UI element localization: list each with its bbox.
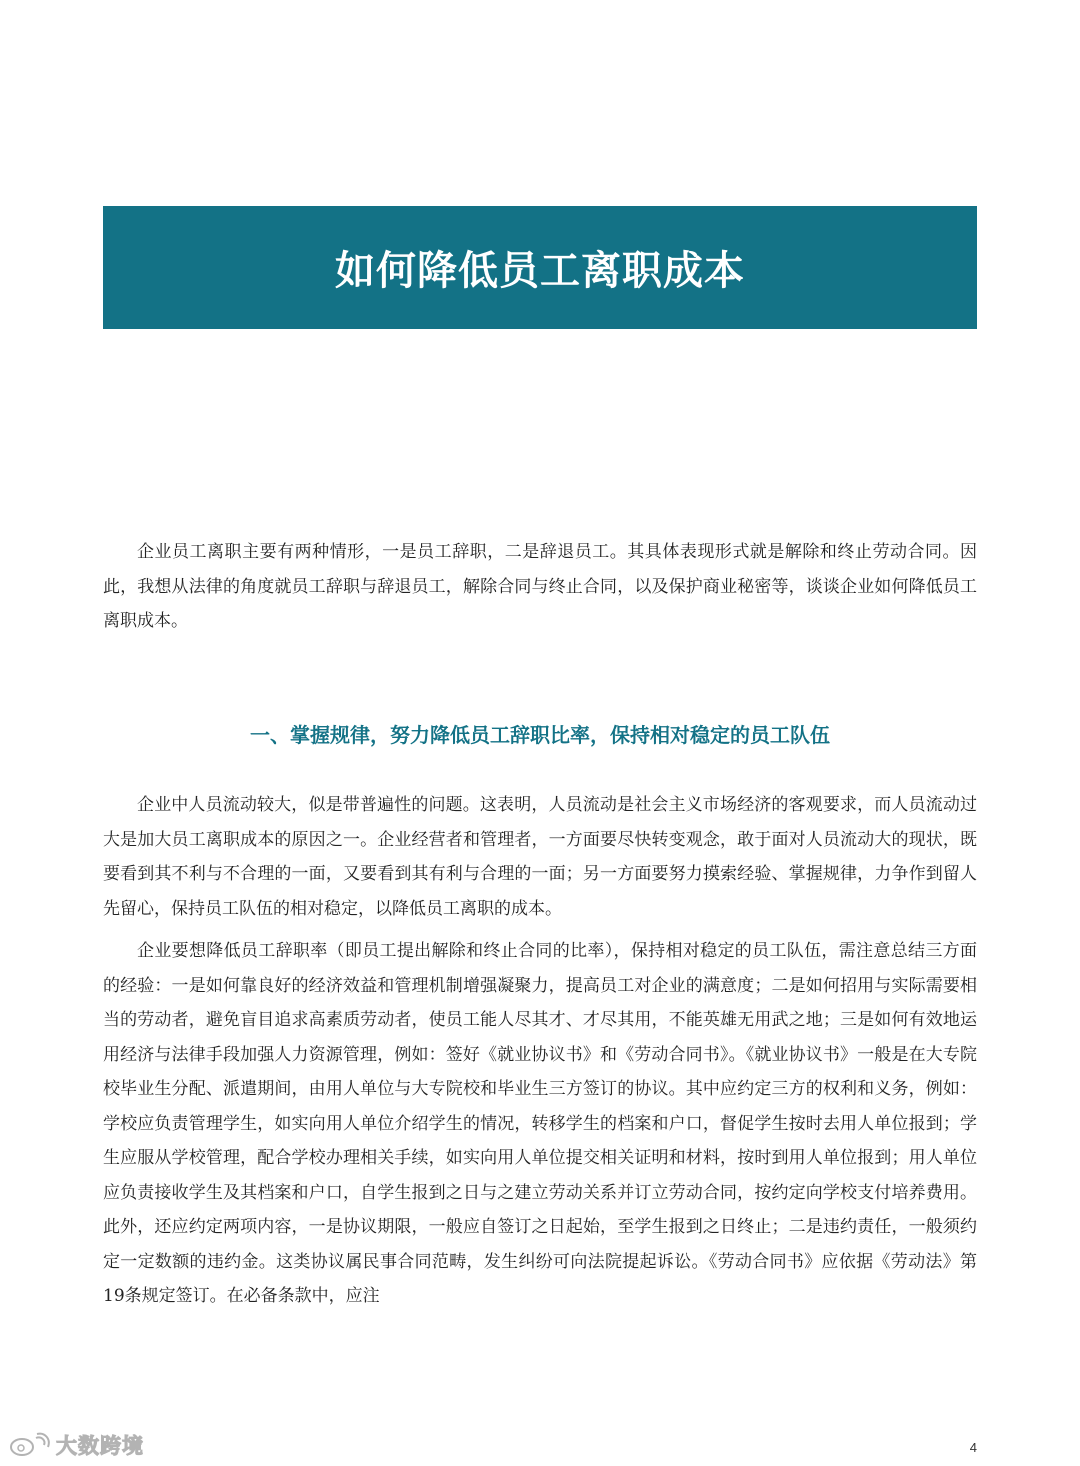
page-title: 如何降低员工离职成本 [335, 248, 745, 294]
intro-paragraph: 企业员工离职主要有两种情形，一是员工辞职，二是辞退员工。其具体表现形式就是解除和终止劳动合同。因此，我想从法律的角度就员工辞职与辞退员工，解除合同与终止合同，以及保护商业秘密等，谈谈企业如何降低员工离职成本。 [103, 542, 977, 631]
section-heading: 一、掌握规律，努力降低员工辞职比率，保持相对稳定的员工队伍 [250, 723, 830, 747]
body-paragraph-1: 企业中人员流动较大，似是带普遍性的问题。这表明，人员流动是社会主义市场经济的客观要求，而人员流动过大是加大员工离职成本的原因之一。企业经营者和管理者，一方面要尽快转变观念，敢于面对人员流动大的现状，既要看到其不利与不合理的一面，又要看到其有利与合理的一面；另一方面要努力摸索经验、掌握规律，力争作到留人先留心，保持员工队伍的相对稳定，以降低员工离职的成本。 [103, 795, 977, 919]
weibo-logo-icon [8, 1432, 52, 1458]
watermark [8, 1430, 144, 1460]
title-banner [103, 206, 977, 329]
page-number: 4 [969, 1440, 977, 1455]
watermark-text: 大数跨境 [56, 1434, 144, 1458]
body-paragraph-2: 企业要想降低员工辞职率（即员工提出解除和终止合同的比率），保持相对稳定的员工队伍，需注意总结三方面的经验：一是如何靠良好的经济效益和管理机制增强凝聚力，提高员工对企业的满意度；二是如何招用与实际需要相当的劳动者，避免盲目追求高素质劳动者，使员工能人尽其才、才尽其用，不能英雄无用武之地；三是如何有效地运用经济与法律手段加强人力资源管理，例如：签好《就业协议书》和《劳动合同书》。《就业协议书》一般是在大专院校毕业生分配、派遣期间，由用人单位与大专院校和毕业生三方签订的协议。其中应约定三方的权利和义务，例如：学校应负责管理学生，如实向用人单位介绍学生的情况，转移学生的档案和户口，督促学生按时去用人单位报到；学生应服从学校管理，配合学校办理相关手续，如实向用人单位提交相关证明和材料，按时到用人单位报到；用人单位应负责接收学生及其档案和户口，自学生报到之日与之建立劳动关系并订立劳动合同，按约定向学校支付培养费用。此外，还应约定两项内容，一是协议期限，一般应自签订之日起始，至学生报到之日终止；二是违约责任，一般须约定一定数额的违约金。这类协议属民事合同范畴，发生纠纷可向法院提起诉讼。《劳动合同书》应依据《劳动法》第19条规定签订。在必备条款中，应注 [103, 941, 977, 1306]
